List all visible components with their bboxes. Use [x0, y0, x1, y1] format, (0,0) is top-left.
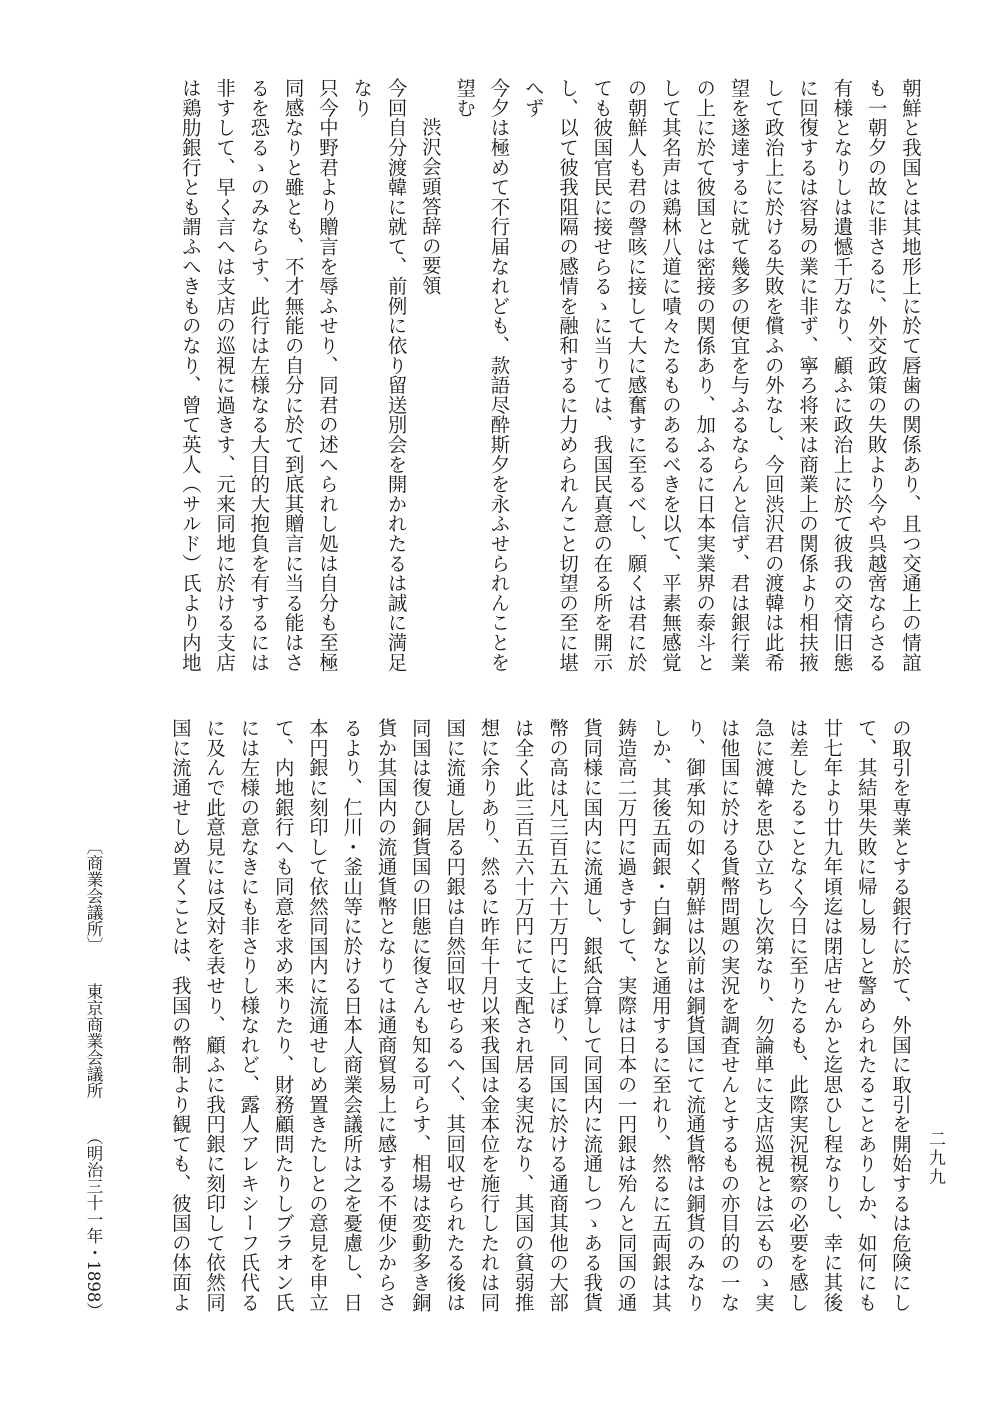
text-line: は他国に於ける貨幣問題の実況を調査せんとするもの亦目的の一な	[717, 718, 741, 1312]
text-line: 望む	[453, 78, 477, 118]
text-line: して其名声は鶏林八道に嘖々たるものあるべきを以て、平素無感覚	[658, 78, 682, 672]
text-line: 只今中野君より贈言を辱ふせり、同君の述へられし処は自分も至極	[315, 78, 339, 672]
text-line: 鋳造高二万円に過きすして、実際は日本の一円銀は殆んと同国の通	[614, 718, 638, 1312]
section-heading: 渋沢会頭答辞の要領	[418, 116, 442, 295]
text-line: 本円銀に刻印して依然同国内に流通せしめ置きたしとの意見を申立	[305, 718, 329, 1312]
text-line: るを恐るゝのみならす、此行は左様なる大目的大抱負を有するには	[247, 78, 271, 672]
text-line: るより、仁川・釜山等に於ける日本人商業会議所は之を憂慮し、日	[340, 718, 364, 1312]
bottom-text-block	[82, 718, 917, 1318]
text-line: には左様の意なきにも非さりし様なれど、露人アレキシーフ氏代る	[237, 718, 261, 1312]
text-line: は差したることなく今日に至りたるも、此際実況視察の必要を感し	[786, 718, 810, 1312]
text-line: なり	[350, 78, 374, 118]
text-line: 今夕は極めて不行届なれども、款語尽酔斯夕を永ふせられんことを	[487, 78, 511, 672]
text-line: し、以て彼我阻隔の感情を融和するに力められんこと切望の至に堪	[556, 78, 580, 672]
text-line: の上に於て彼国とは密接の関係あり、加ふるに日本実業界の泰斗と	[693, 78, 717, 672]
text-line: 朝鮮と我国とは其地形上に於て唇歯の関係あり、且つ交通上の情誼	[899, 78, 922, 672]
text-line: は全く此三百五六十万円にて支配され居る実況なり、其国の貧弱推	[511, 718, 535, 1312]
footer-date: （明治三十一年・1898）	[84, 1128, 103, 1319]
text-line: に回復するは容易の業に非ず、寧ろ将来は商業上の関係より相扶掖	[796, 78, 820, 672]
text-line: して政治上に於ける失敗を償ふの外なし、今回渋沢君の渡韓は此希	[761, 78, 785, 672]
text-line: 幣の高は凡三百五六十万円に上ぼり、同国に於ける通商其他の大部	[546, 718, 570, 1312]
text-line: 有様となりしは遺憾千万なり、顧ふに政治上に於て彼我の交情旧態	[830, 78, 854, 672]
text-line: り、御承知の如く朝鮮は以前は銅貨国にて流通貨幣は銅貨のみなり	[683, 718, 707, 1312]
text-line: て、内地銀行へも同意を求め来りたり、財務顧問たりしブラオン氏	[271, 718, 295, 1312]
footer-source: 東京商業会議所	[84, 983, 103, 1099]
text-line: 国に流通し居る円銀は自然回収せらるへく、其回収せられたる後は	[443, 718, 467, 1312]
top-text-block	[77, 78, 927, 678]
text-line: しか、其後五両銀・白銅なと通用するに至れり、然るに五両銀は其	[648, 718, 672, 1312]
text-line: も一朝夕の故に非さるに、外交政策の失敗より今や呉越啻ならさる	[864, 78, 888, 672]
text-line: の取引を専業とする銀行に於て、外国に取引を開始するは危険にし	[889, 718, 912, 1312]
text-line: 望を遂達するに就て幾多の便宜を与ふるならんと信ず、君は銀行業	[727, 78, 751, 672]
footer-label: 〔商業会議所〕	[84, 838, 103, 954]
text-line: 同感なりと雖とも、不才無能の自分に於て到底其贈言に当る能はさ	[281, 78, 305, 672]
text-line: ても彼国官民に接せらるゝに当りては、我国民真意の在る所を開示	[590, 78, 614, 672]
text-line: 廿七年より廿九年頃迄は閉店せんかと迄思ひし程なりし、幸に其後	[820, 718, 844, 1312]
text-line: 想に余りあり、然るに昨年十月以来我国は金本位を施行したれは同	[477, 718, 501, 1312]
text-line: て、其結果失敗に帰し易しと警められたることありしか、如何にも	[854, 718, 878, 1312]
text-line: 貨か其国内の流通貨幣となりては通商貿易上に感する不便少からさ	[374, 718, 398, 1312]
text-line: 急に渡韓を思ひ立ちし次第なり、勿論単に支店巡視とは云ものゝ実	[751, 718, 775, 1312]
text-line: 貨同様に国内に流通し、銀紙合算して同国内に流通しつゝある我貨	[580, 718, 604, 1312]
text-line: に及んで此意見には反対を表せり、顧ふに我円銀に刻印して依然同	[203, 718, 227, 1312]
page-number: 二九九	[925, 1130, 945, 1187]
text-line: 非すして、早く言へは支店の巡視に過きす、元来同地に於ける支店	[213, 78, 237, 672]
text-line: の朝鮮人も君の謦咳に接して大に感奮すに至るべし、願くは君に於	[624, 78, 648, 672]
text-line: 同国は復ひ銅貨国の旧態に復さんも知る可らす、相場は変動多き銅	[408, 718, 432, 1312]
text-line: 国に流通せしめ置くことは、我国の幣制より観ても、彼国の体面よ	[168, 718, 192, 1312]
text-line: 今回自分渡韓に就て、前例に依り留送別会を開かれたるは誠に満足	[384, 78, 408, 672]
running-footer	[40, 838, 110, 1319]
text-line: へず	[521, 78, 545, 118]
text-line: は鶏肋銀行とも謂ふへきものなり、曾て英人（サルド）氏より内地	[178, 78, 202, 672]
